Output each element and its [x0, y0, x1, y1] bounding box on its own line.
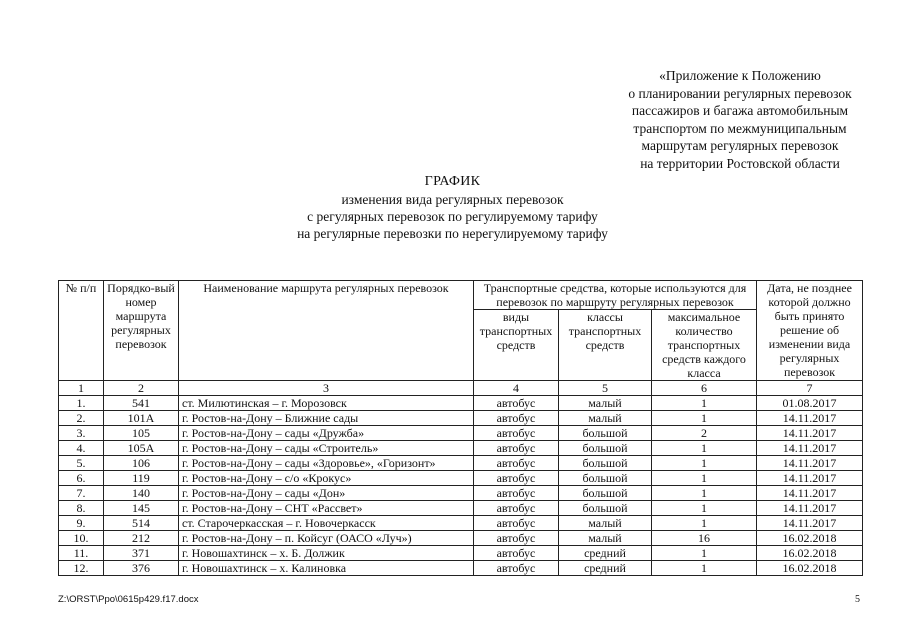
header-order: Порядко-вый номер маршрута регулярных перевозок — [104, 281, 179, 381]
decision-date: 14.11.2017 — [757, 501, 863, 516]
route-name: г. Ростов-на-Дону – п. Койсуг (ОАСО «Луч») — [179, 531, 474, 546]
row-number: 7. — [59, 486, 104, 501]
table-row — [59, 546, 863, 561]
table-row — [59, 441, 863, 456]
vehicle-type: автобус — [474, 411, 559, 426]
vehicle-class: средний — [559, 561, 652, 576]
document-heading — [0, 173, 905, 242]
row-number: 5. — [59, 456, 104, 471]
row-number: 2. — [59, 411, 104, 426]
route-name: г. Ростов-на-Дону – сады «Дружба» — [179, 426, 474, 441]
file-path-footer: Z:\ORST\Ppo\0615p429.f17.docx — [58, 594, 199, 605]
table-row — [59, 456, 863, 471]
vehicle-count: 1 — [652, 411, 757, 426]
vehicle-class: большой — [559, 426, 652, 441]
vehicle-class: малый — [559, 411, 652, 426]
page-number: 5 — [855, 594, 860, 605]
header-types: виды транспортных средств — [474, 310, 559, 381]
vehicle-class: большой — [559, 501, 652, 516]
decision-date: 16.02.2018 — [757, 531, 863, 546]
route-number: 105 — [104, 426, 179, 441]
table-row — [59, 486, 863, 501]
column-number: 6 — [652, 381, 757, 396]
vehicle-class: большой — [559, 486, 652, 501]
vehicle-count: 1 — [652, 471, 757, 486]
column-number: 1 — [59, 381, 104, 396]
route-number: 212 — [104, 531, 179, 546]
vehicle-type: автобус — [474, 546, 559, 561]
vehicle-count: 1 — [652, 561, 757, 576]
route-number: 140 — [104, 486, 179, 501]
appendix-line: маршрутам регулярных перевозок — [641, 138, 839, 153]
vehicle-class: большой — [559, 456, 652, 471]
route-number: 119 — [104, 471, 179, 486]
heading-line: с регулярных перевозок по регулируемому тарифу — [307, 209, 598, 224]
vehicle-type: автобус — [474, 471, 559, 486]
appendix-line: транспортом по межмуниципальным — [633, 120, 847, 136]
route-number: 371 — [104, 546, 179, 561]
decision-date: 14.11.2017 — [757, 456, 863, 471]
vehicle-count: 1 — [652, 486, 757, 501]
vehicle-class: малый — [559, 516, 652, 531]
vehicle-count: 1 — [652, 501, 757, 516]
header-max: максимальное количество транспортных средств каждого класса — [652, 310, 757, 381]
column-number-row — [59, 381, 863, 396]
decision-date: 14.11.2017 — [757, 441, 863, 456]
decision-date: 14.11.2017 — [757, 486, 863, 501]
heading-line: изменения вида регулярных перевозок — [341, 192, 564, 207]
column-number: 4 — [474, 381, 559, 396]
route-name: г. Ростов-на-Дону – сады «Здоровье», «Горизонт» — [179, 456, 474, 471]
route-number: 541 — [104, 396, 179, 411]
decision-date: 14.11.2017 — [757, 411, 863, 426]
vehicle-count: 1 — [652, 546, 757, 561]
route-name: г. Новошахтинск – х. Б. Должик — [179, 546, 474, 561]
table-row — [59, 501, 863, 516]
decision-date: 16.02.2018 — [757, 561, 863, 576]
route-number: 514 — [104, 516, 179, 531]
header-num: № п/п — [59, 281, 104, 381]
route-name: г. Ростов-на-Дону – Ближние сады — [179, 411, 474, 426]
table-row — [59, 531, 863, 546]
decision-date: 14.11.2017 — [757, 471, 863, 486]
appendix-line: «Приложение к Положению — [659, 68, 821, 83]
route-name: г. Ростов-на-Дону – сады «Строитель» — [179, 441, 474, 456]
route-name: г. Ростов-на-Дону – с/о «Крокус» — [179, 471, 474, 486]
vehicle-type: автобус — [474, 501, 559, 516]
vehicle-type: автобус — [474, 531, 559, 546]
row-number: 6. — [59, 471, 104, 486]
vehicle-class: малый — [559, 396, 652, 411]
route-name: г. Новошахтинск – х. Калиновка — [179, 561, 474, 576]
heading-line: на регулярные перевозки по нерегулируемому тарифу — [297, 226, 608, 241]
table-row — [59, 471, 863, 486]
vehicle-class: малый — [559, 531, 652, 546]
vehicle-type: автобус — [474, 486, 559, 501]
vehicle-type: автобус — [474, 456, 559, 471]
vehicle-type: автобус — [474, 441, 559, 456]
appendix-note — [600, 67, 880, 172]
vehicle-type: автобус — [474, 561, 559, 576]
route-number: 101А — [104, 411, 179, 426]
schedule-table — [58, 280, 863, 576]
decision-date: 16.02.2018 — [757, 546, 863, 561]
row-number: 3. — [59, 426, 104, 441]
route-name: ст. Старочеркасская – г. Новочеркасск — [179, 516, 474, 531]
row-number: 8. — [59, 501, 104, 516]
header-row — [59, 281, 863, 310]
header-name: Наименование маршрута регулярных перевозок — [179, 281, 474, 381]
decision-date: 14.11.2017 — [757, 426, 863, 441]
route-name: г. Ростов-на-Дону – СНТ «Рассвет» — [179, 501, 474, 516]
table-row — [59, 426, 863, 441]
row-number: 10. — [59, 531, 104, 546]
column-number: 3 — [179, 381, 474, 396]
header-date: Дата, не позднее которой должно быть принято решение об изменении вида регулярных перевозок — [757, 281, 863, 381]
vehicle-count: 1 — [652, 396, 757, 411]
document-title: ГРАФИК — [424, 174, 481, 189]
route-number: 145 — [104, 501, 179, 516]
vehicle-count: 1 — [652, 516, 757, 531]
row-number: 9. — [59, 516, 104, 531]
route-name: г. Ростов-на-Дону – сады «Дон» — [179, 486, 474, 501]
table-row — [59, 561, 863, 576]
appendix-line: о планировании регулярных перевозок — [628, 85, 852, 101]
vehicle-class: большой — [559, 471, 652, 486]
vehicle-type: автобус — [474, 516, 559, 531]
vehicle-type: автобус — [474, 426, 559, 441]
column-number: 7 — [757, 381, 863, 396]
row-number: 4. — [59, 441, 104, 456]
table-row — [59, 516, 863, 531]
route-number: 106 — [104, 456, 179, 471]
column-number: 5 — [559, 381, 652, 396]
row-number: 12. — [59, 561, 104, 576]
vehicle-class: большой — [559, 441, 652, 456]
route-number: 105А — [104, 441, 179, 456]
column-number: 2 — [104, 381, 179, 396]
vehicle-count: 16 — [652, 531, 757, 546]
vehicle-type: автобус — [474, 396, 559, 411]
table-row — [59, 411, 863, 426]
decision-date: 14.11.2017 — [757, 516, 863, 531]
appendix-line: на территории Ростовской области — [640, 155, 840, 171]
vehicle-class: средний — [559, 546, 652, 561]
vehicle-count: 1 — [652, 456, 757, 471]
vehicle-count: 1 — [652, 441, 757, 456]
decision-date: 01.08.2017 — [757, 396, 863, 411]
row-number: 1. — [59, 396, 104, 411]
route-name: ст. Милютинская – г. Морозовск — [179, 396, 474, 411]
row-number: 11. — [59, 546, 104, 561]
header-vehicles: Транспортные средства, которые используются для перевозок по маршруту регулярных перевозок — [474, 281, 757, 310]
appendix-line: пассажиров и багажа автомобильным — [631, 103, 849, 118]
header-classes: классы транспортных средств — [559, 310, 652, 381]
table-row — [59, 396, 863, 411]
vehicle-count: 2 — [652, 426, 757, 441]
route-number: 376 — [104, 561, 179, 576]
